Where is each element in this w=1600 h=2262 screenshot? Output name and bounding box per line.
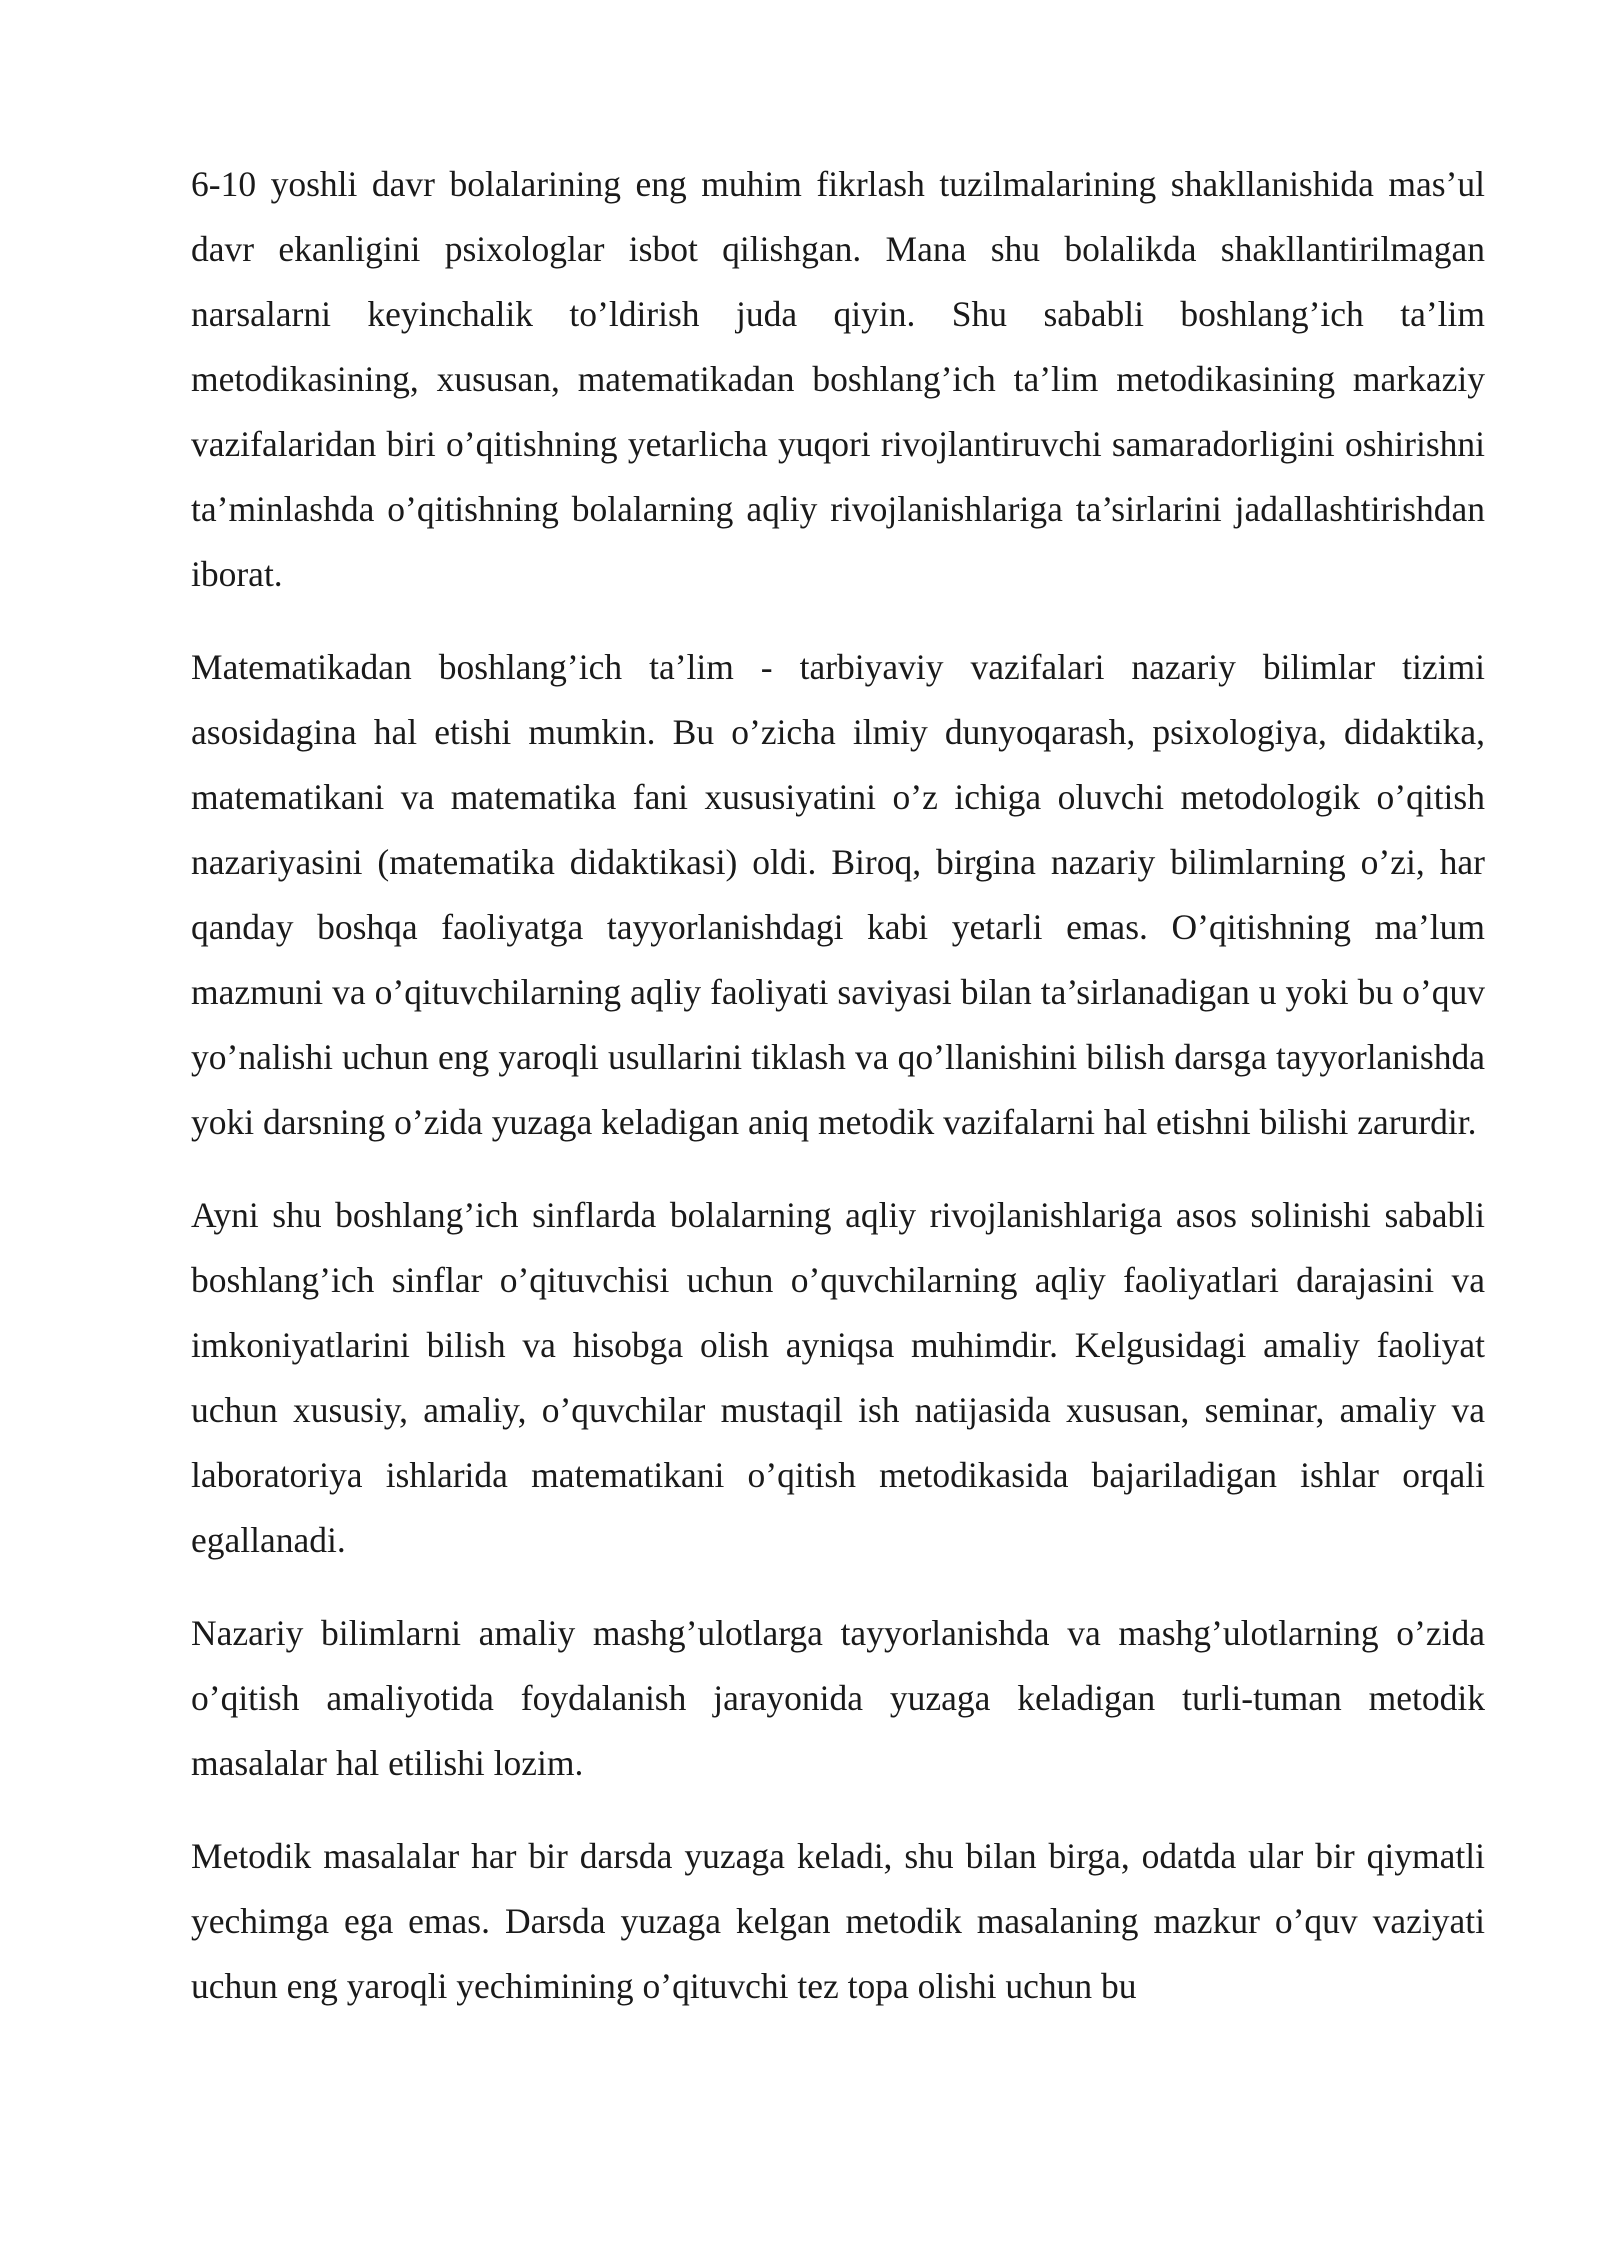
paragraph-2: Matematikadan boshlang’ich ta’lim - tarbiyaviy vazifalari nazariy bilimlar tizimi asosidagina hal etishi mumkin. Bu o’zicha ilmiy dunyoqarash, psixologiya, didaktika, matematikani va matematika fani xususiyatini o’z ichiga oluvchi metodologik o’qitish nazariyasini (matematika didaktikasi) oldi. Biroq, birgina nazariy bilimlarning o’zi, har qanday boshqa faoliyatga tayyorlanishdagi kabi yetarli emas. O’qitishning ma’lum mazmuni va o’qituvchilarning aqliy faoliyati saviyasi bilan ta’sirlanadigan u yoki bu o’quv yo’nalishi uchun eng yaroqli usullarini tiklash va qo’llanishini bilish darsga tayyorlanishda yoki darsning o’zida yuzaga keladigan aniq metodik vazifalarni hal etishni bilishi zarurdir. xyxy=(191,647,1485,1142)
document-body xyxy=(191,152,1485,2047)
paragraph-3: Ayni shu boshlang’ich sinflarda bolalarning aqliy rivojlanishlariga asos solinishi sababli boshlang’ich sinflar o’qituvchisi uchun o’quvchilarning aqliy faoliyatlari darajasini va imkoniyatlarini bilish va hisobga olish ayniqsa muhimdir. Kelgusidagi amaliy faoliyat uchun xususiy, amaliy, o’quvchilar mustaqil ish natijasida xususan, seminar, amaliy va laboratoriya ishlarida matematikani o’qitish metodikasida bajariladigan ishlar orqali egallanadi. xyxy=(191,1195,1485,1560)
paragraph-4: Nazariy bilimlarni amaliy mashg’ulotlarga tayyorlanishda va mashg’ulotlarning o’zida o’qitish amaliyotida foydalanish jarayonida yuzaga keladigan turli-tuman metodik masalalar hal etilishi lozim. xyxy=(191,1613,1485,1783)
paragraph-5: Metodik masalalar har bir darsda yuzaga keladi, shu bilan birga, odatda ular bir qiymatli yechimga ega emas. Darsda yuzaga kelgan metodik masalaning mazkur o’quv vaziyati uchun eng yaroqli yechimining o’qituvchi tez topa olishi uchun bu xyxy=(191,1836,1485,2006)
paragraph-1: 6-10 yoshli davr bolalarining eng muhim fikrlash tuzilmalarining shakllanishida mas’ul davr ekanligini psixologlar isbot qilishgan. Mana shu bolalikda shakllantirilmagan narsalarni keyinchalik to’ldirish juda qiyin. Shu sababli boshlang’ich ta’lim metodikasining, xususan, matematikadan boshlang’ich ta’lim metodikasining markaziy vazifalaridan biri o’qitishning yetarlicha yuqori rivojlantiruvchi samaradorligini oshirishni ta’minlashda o’qitishning bolalarning aqliy rivojlanishlariga ta’sirlarini jadallashtirishdan iborat. xyxy=(191,164,1485,594)
